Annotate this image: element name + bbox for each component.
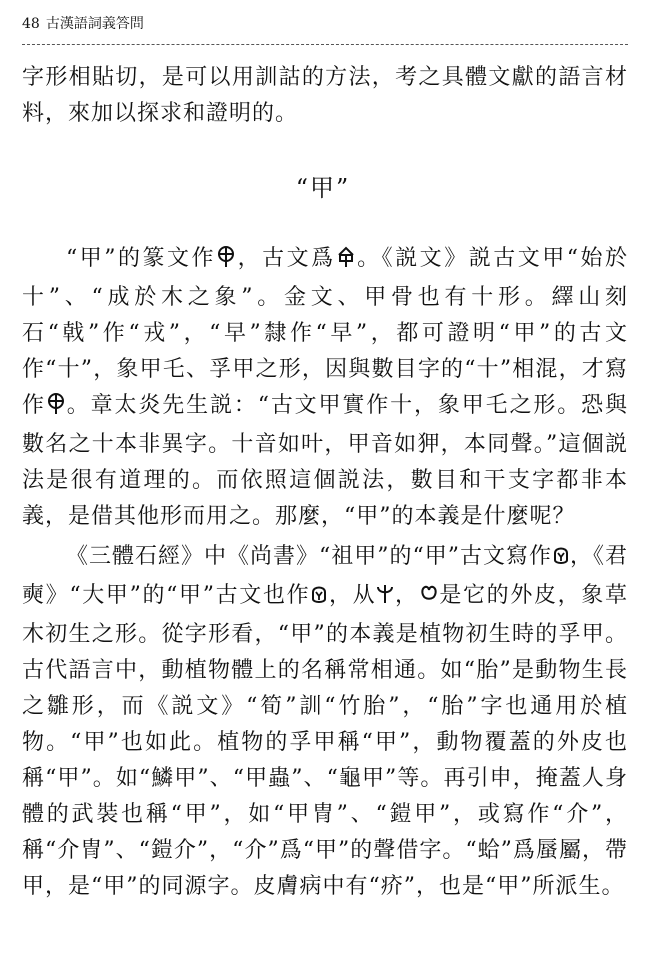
header-divider — [22, 44, 628, 45]
p1-text-4: 。章太炎先生説：“古文甲實作十，象甲乇之形。恐與數名之十本非異字。十音如叶，甲音如狎，本同聲。”這個説法是很有道理的。而依照這個説法，數目和干支字都非本義，是借其他形而用之。那麼，“甲”的本義是什麼呢？ — [22, 393, 628, 529]
p1-text-1: “甲”的篆文作 — [66, 246, 217, 271]
stone-classic-jia-glyph-2-icon — [310, 581, 328, 617]
paragraph-jia-meaning — [22, 539, 628, 905]
page-number: 48 — [22, 16, 40, 32]
running-header — [22, 14, 628, 40]
seal-jia-glyph-2-icon — [46, 391, 66, 427]
p1-text-2: ，古文爲 — [236, 246, 336, 271]
section-title: “甲” — [295, 174, 351, 202]
paragraph-continuation: 字形相貼切，是可以用訓詁的方法，考之具體文獻的語言材料，來加以探求和證明的。 — [22, 65, 628, 126]
outer-skin-glyph-icon — [419, 581, 439, 617]
p2-text-5: 是它的外皮，象草木初生之形。從字形看，“甲”的本義是植物初生時的孚甲。古代語言中，動植物體上的名稱常相通。如“胎”是動物生長之雛形，而《説文》“筍”訓“竹胎”，“胎”字也通用於植物。“甲”也如此。植物的孚甲稱“甲”，動物覆蓋的外皮也稱“甲”。如“鱗甲”、“甲蟲”、“龜甲”等。再引申，掩蓋人身體的武裝也稱“甲”，如“甲冑”、“鎧甲”，或寫作“介”，稱“介冑”、“鎧介”，“介”爲“甲”的聲借字。“蛤”爲蜃屬，帶甲，是“甲”的同源字。皮膚病中有“疥”，也是“甲”所派生。 — [22, 583, 628, 899]
seal-jia-glyph-icon — [216, 244, 236, 280]
p2-text-3: ，从 — [328, 583, 377, 608]
p1-text-3: 。《説文》説古文甲“始於十”、“成於木之象”。金文、甲骨也有十形。繹山刻石“戟”作“戎”，“早”隸作“早”，都可證明“甲”的古文作“十”，象甲乇、孚甲之形，因與數目字的“十”相混，才寫作 — [22, 246, 629, 418]
ancient-jia-glyph-icon — [336, 244, 356, 280]
p2-text-2: ，《君奭》“大甲”的“甲”古文也作 — [22, 544, 629, 608]
sprout-glyph-icon — [376, 581, 394, 617]
p2-text-4: ， — [394, 583, 419, 608]
paragraph-jia-forms — [22, 241, 628, 535]
stone-classic-jia-glyph-icon — [552, 542, 570, 578]
book-title: 古漢語詞義答問 — [45, 16, 144, 32]
p2-text-1: 《三體石經》中《尚書》“祖甲”的“甲”古文寫作 — [66, 544, 552, 569]
